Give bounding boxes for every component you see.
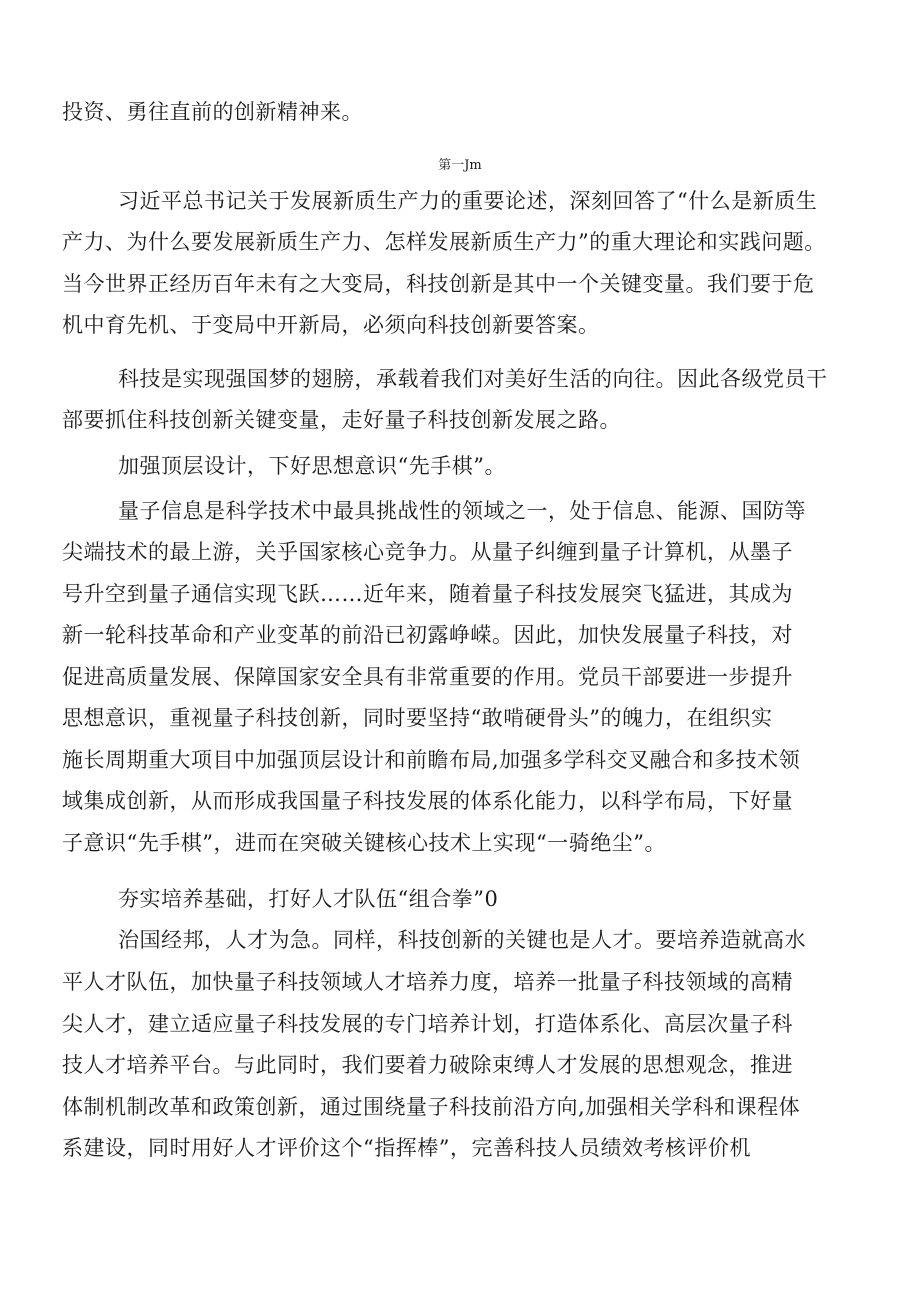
text-line: 投资、勇往直前的创新精神来。 <box>62 100 363 124</box>
text-line: 促进高质量发展、保障国家安全具有非常重要的作用。党员干部要进一步提升 <box>62 665 793 689</box>
text-line: 子意识“先手棋”，进而在突破关键核心技术上实现“一骑绝尘”。 <box>62 831 666 855</box>
text-line: 量子信息是科学技术中最具挑战性的领域之一，处于信息、能源、国防等 <box>118 499 806 523</box>
text-line: 尖端技术的最上游，关乎国家核心竞争力。从量子纠缠到量子计算机，从墨子 <box>62 540 793 564</box>
text-line: 加强顶层设计，下好思想意识“先手棋”。 <box>118 454 506 478</box>
text-line: 体制机制改革和政策创新，通过围绕量子科技前沿方向,加强相关学科和课程体 <box>62 1095 801 1119</box>
text-line: 技人才培养平台。与此同时，我们要着力破除束缚人才发展的思想观念，推进 <box>62 1053 793 1077</box>
text-line: 施长周期重大项目中加强顶层设计和前瞻布局,加强多学科交叉融合和多技术领 <box>62 748 801 772</box>
text-line: 夯实培养基础，打好人才队伍“组合拳”0 <box>118 887 499 911</box>
text-line: 新一轮科技革命和产业变革的前沿已初露峥嵘。因此，加快发展量子科技，对 <box>62 623 793 647</box>
text-line: 尖人才，建立适应量子科技发展的专门培养计划，打造体系化、高层次量子科 <box>62 1012 793 1036</box>
text-line: 习近平总书记关于发展新质生产力的重要论述，深刻回答了“什么是新质生 <box>118 189 818 213</box>
text-line: 域集成创新，从而形成我国量子科技发展的体系化能力，以科学布局，下好量 <box>62 789 793 813</box>
text-line: 产力、为什么要发展新质生产力、怎样发展新质生产力”的重大理论和实践问题。 <box>62 230 826 254</box>
section-heading: 第一Jm <box>438 158 482 173</box>
text-line: 当今世界正经历百年未有之大变局，科技创新是其中一个关键变量。我们要于危 <box>62 272 815 296</box>
text-line: 科技是实现强国梦的翅膀，承载着我们对美好生活的向往。因此各级党员干 <box>118 367 828 391</box>
text-line: 号升空到量子通信实现飞跃……近年来，随着量子科技发展突飞猛进，其成为 <box>62 582 793 606</box>
text-line: 机中育先机、于变局中开新局，必须向科技创新要答案。 <box>62 313 600 337</box>
text-line: 系建设，同时用好人才评价这个“指挥棒”，完善科技人员绩效考核评价机 <box>62 1136 751 1160</box>
text-line: 思想意识，重视量子科技创新，同时要坚持“敢啃硬骨头”的魄力，在组织实 <box>62 706 773 730</box>
text-line: 部要抓住科技创新关键变量，走好量子科技创新发展之路。 <box>62 408 621 432</box>
text-line: 治国经邦，人才为急。同样，科技创新的关键也是人才。要培养造就高水 <box>118 928 806 952</box>
text-line: 平人才队伍，加快量子科技领域人才培养力度，培养一批量子科技领域的高精 <box>62 970 793 994</box>
